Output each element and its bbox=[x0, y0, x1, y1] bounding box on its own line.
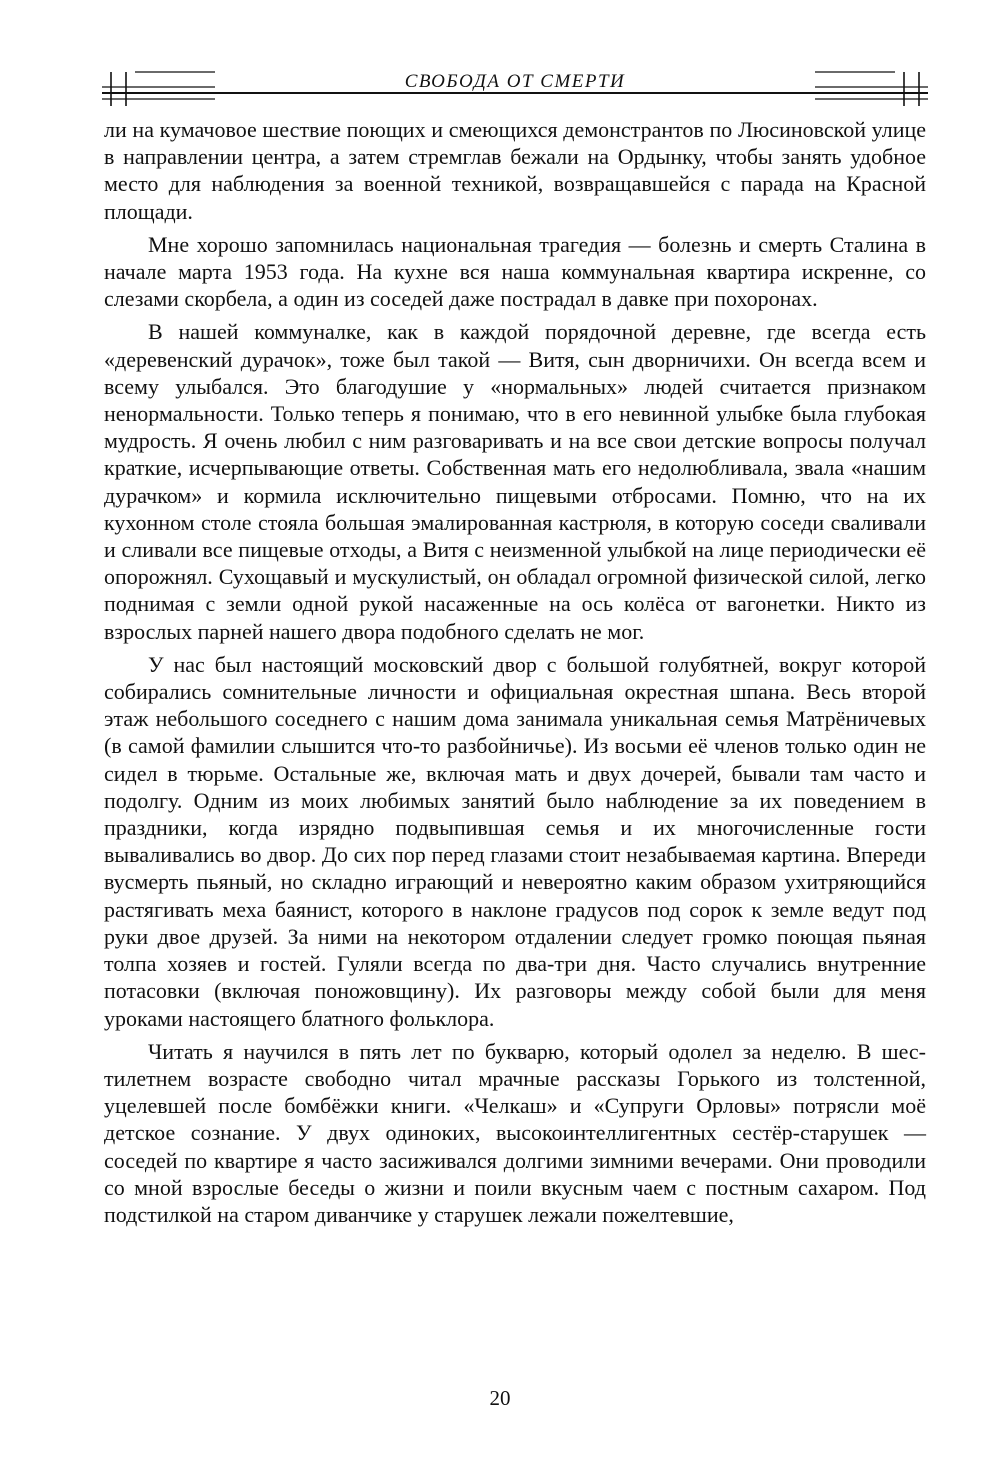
paragraph: Мне хорошо запомнилась национальная трагедия — болезнь и смерть Сталина в начале марта 1953 года. На кухне вся наша коммунальная квартира искренне, со слезами скорбела, а один из соседей даже пострадал в давке при похоронах. bbox=[104, 231, 926, 312]
body-text bbox=[104, 116, 926, 1234]
running-head-title: СВОБОДА ОТ СМЕРТИ bbox=[404, 71, 626, 92]
running-head bbox=[100, 62, 930, 112]
page-number: 20 bbox=[489, 1386, 511, 1410]
paragraph: ли на кумачовое шествие поющих и смеющихся демонстрантов по Люсиновской улице в направлении центра, а затем стремглав бежали на Ордынку, чтобы занять удобное место для наблюдения за военной техникой, возвращавшейся с парада на Красной площади. bbox=[104, 117, 926, 224]
paragraph: У нас был настоящий московский двор с большой голубятней, вокруг которой собирались сомнительные личности и официальная окрестная шпана. Весь второй этаж небольшого соседнего с нашим дома занимала уникальная семья Матрёничевых (в самой фамилии слышится что-то разбойничье). Из восьми её членов только один не сидел в тюрьме. Остальные же, включая мать и двух дочерей, бывали там часто и подолгу. Одним из моих любимых занятий было наблюдение за их поведением в праздники, когда изрядно подвыпившая семья и их многочисленные гости вываливались во двор. До сих пор перед глазами стоит незабываемая картина. Впереди вусмерть пьяный, но складно играющий и невероятно каким образом ухитряющийся растягивать меха баянист, которого в наклоне градусов под сорок к земле ведут под руки двое друзей. За ними на некотором отдалении следует громко поющая пьяная толпа хозяев и гостей. Гуляли всегда по два-три дня. Часто случались внутренние потасовки (включая поножовщину). Их разговоры между собой были для меня уроками настоящего блатного фольклора. bbox=[104, 651, 926, 1031]
paragraph: В нашей коммуналке, как в каждой порядочной деревне, где всегда есть «деревенский дурачок», тоже был такой — Витя, сын дворничихи. Он всегда всем и всему улыбался. Это благодушие у «нормальных» людей считается признаком ненормальности. Только теперь я понимаю, что в его невинной улыбке была глубокая мудрость. Я очень любил с ним разговаривать и на все свои детские вопросы получал краткие, исчерпывающие ответы. Собственная мать его недолюбливала, звала «нашим дурачком» и кормила исключительно пищевыми отбросами. Помню, что на их кухонном столе стояла большая эмалированная кастрюля, в которую соседи сваливали и сливали все пищевые отходы, а Витя с неизменной улыбкой на лице периодически её опорожнял. Сухощавый и мускулистый, он обладал огромной физической силой, легко поднимая с земли одной рукой насаженные на ось колёса от вагонетки. Никто из взрослых парней нашего двора подобного сделать не мог. bbox=[104, 319, 926, 644]
paragraph: Читать я научился в пять лет по букварю, который одолел за неделю. В шестилетнем возрасте свободно читал мрачные рассказы Горького из толстенной, уцелевшей после бомбёжки книги. «Челкаш» и «Супруги Орловы» потрясли моё детское сознание. У двух одиноких, высокоинтеллигентных сестёр-старушек — соседей по квартире я часто засиживался долгими зимними вечерами. Они проводили со мной взрослые беседы о жизни и поили вкусным чаем с постным сахаром. Под подстилкой на старом диванчике у старушек лежали пожелтевшие, bbox=[104, 1038, 926, 1227]
